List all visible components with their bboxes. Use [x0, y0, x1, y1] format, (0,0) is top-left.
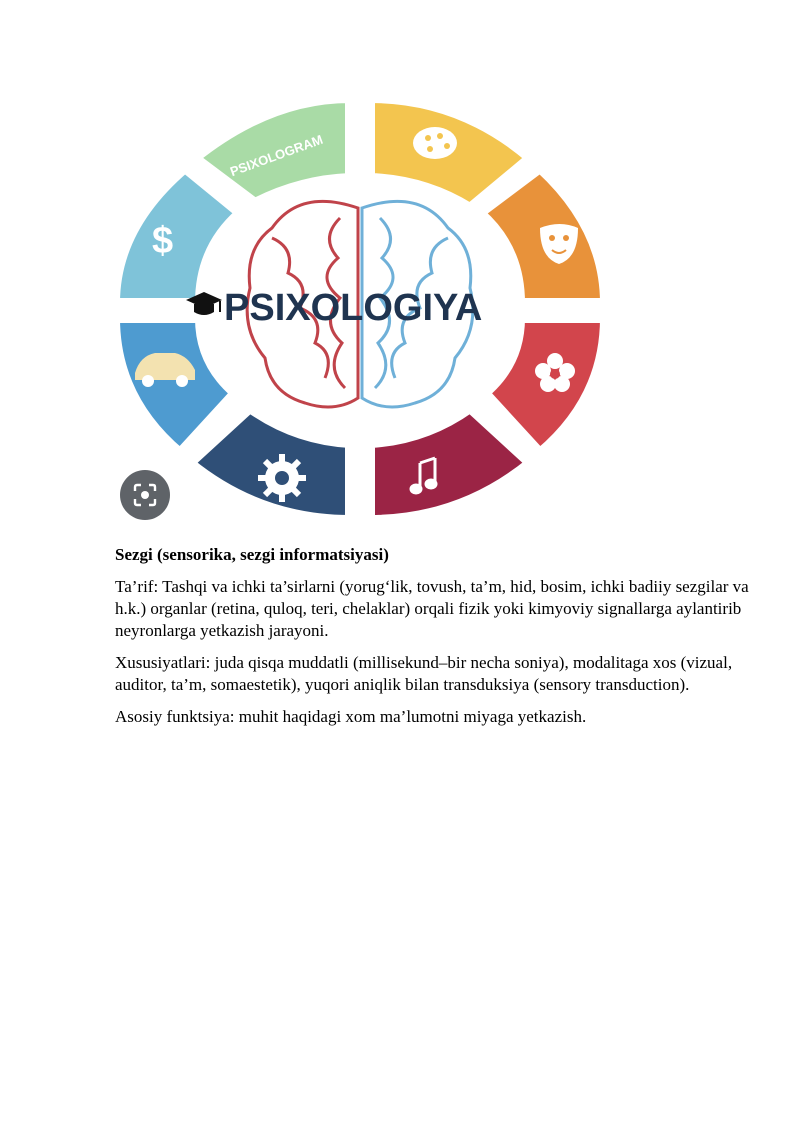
logo-text: PSIXOLOGIYA: [224, 287, 483, 329]
segment-light-blue: [115, 168, 240, 303]
gear-icon: [258, 454, 306, 502]
image-search-button[interactable]: [120, 470, 170, 520]
function-paragraph: Asosiy funktsiya: muhit haqidagi xom ma’lumotni miyaga yetkazish.: [115, 707, 587, 726]
segment-maroon: [370, 408, 530, 520]
dollar-icon: $: [152, 220, 174, 262]
banner-text: PSIXOLOGRAM: [228, 131, 325, 180]
properties-paragraph: Xususiyatlari: juda qisqa muddatli (millisekund–bir necha soniya), modalitaga xos (vizual, auditor, ta’m, somaestetik), yuqori aniqlik bilan transduksiya (sensory transduction).: [115, 653, 733, 694]
logo: [186, 287, 482, 329]
image-search-icon: [132, 482, 158, 508]
palette-icon: [413, 127, 457, 159]
definition-paragraph: Ta’rif: Tashqi va ichki ta’sirlarni (yorug‘lik, tovush, ta’m, hid, bosim, ichki badiiy sezgilar va h.k.) organlar (retina, quloq, teri, chelaklar) orqali fizik yoki kimyoviy signallarga aylantirib neyronlarga yetkazish jarayoni.: [115, 577, 749, 640]
psychology-illustration: [100, 88, 620, 528]
article-body: [115, 544, 755, 738]
section-heading: Sezgi (sensorika, sezgi informatsiyasi): [115, 545, 389, 564]
